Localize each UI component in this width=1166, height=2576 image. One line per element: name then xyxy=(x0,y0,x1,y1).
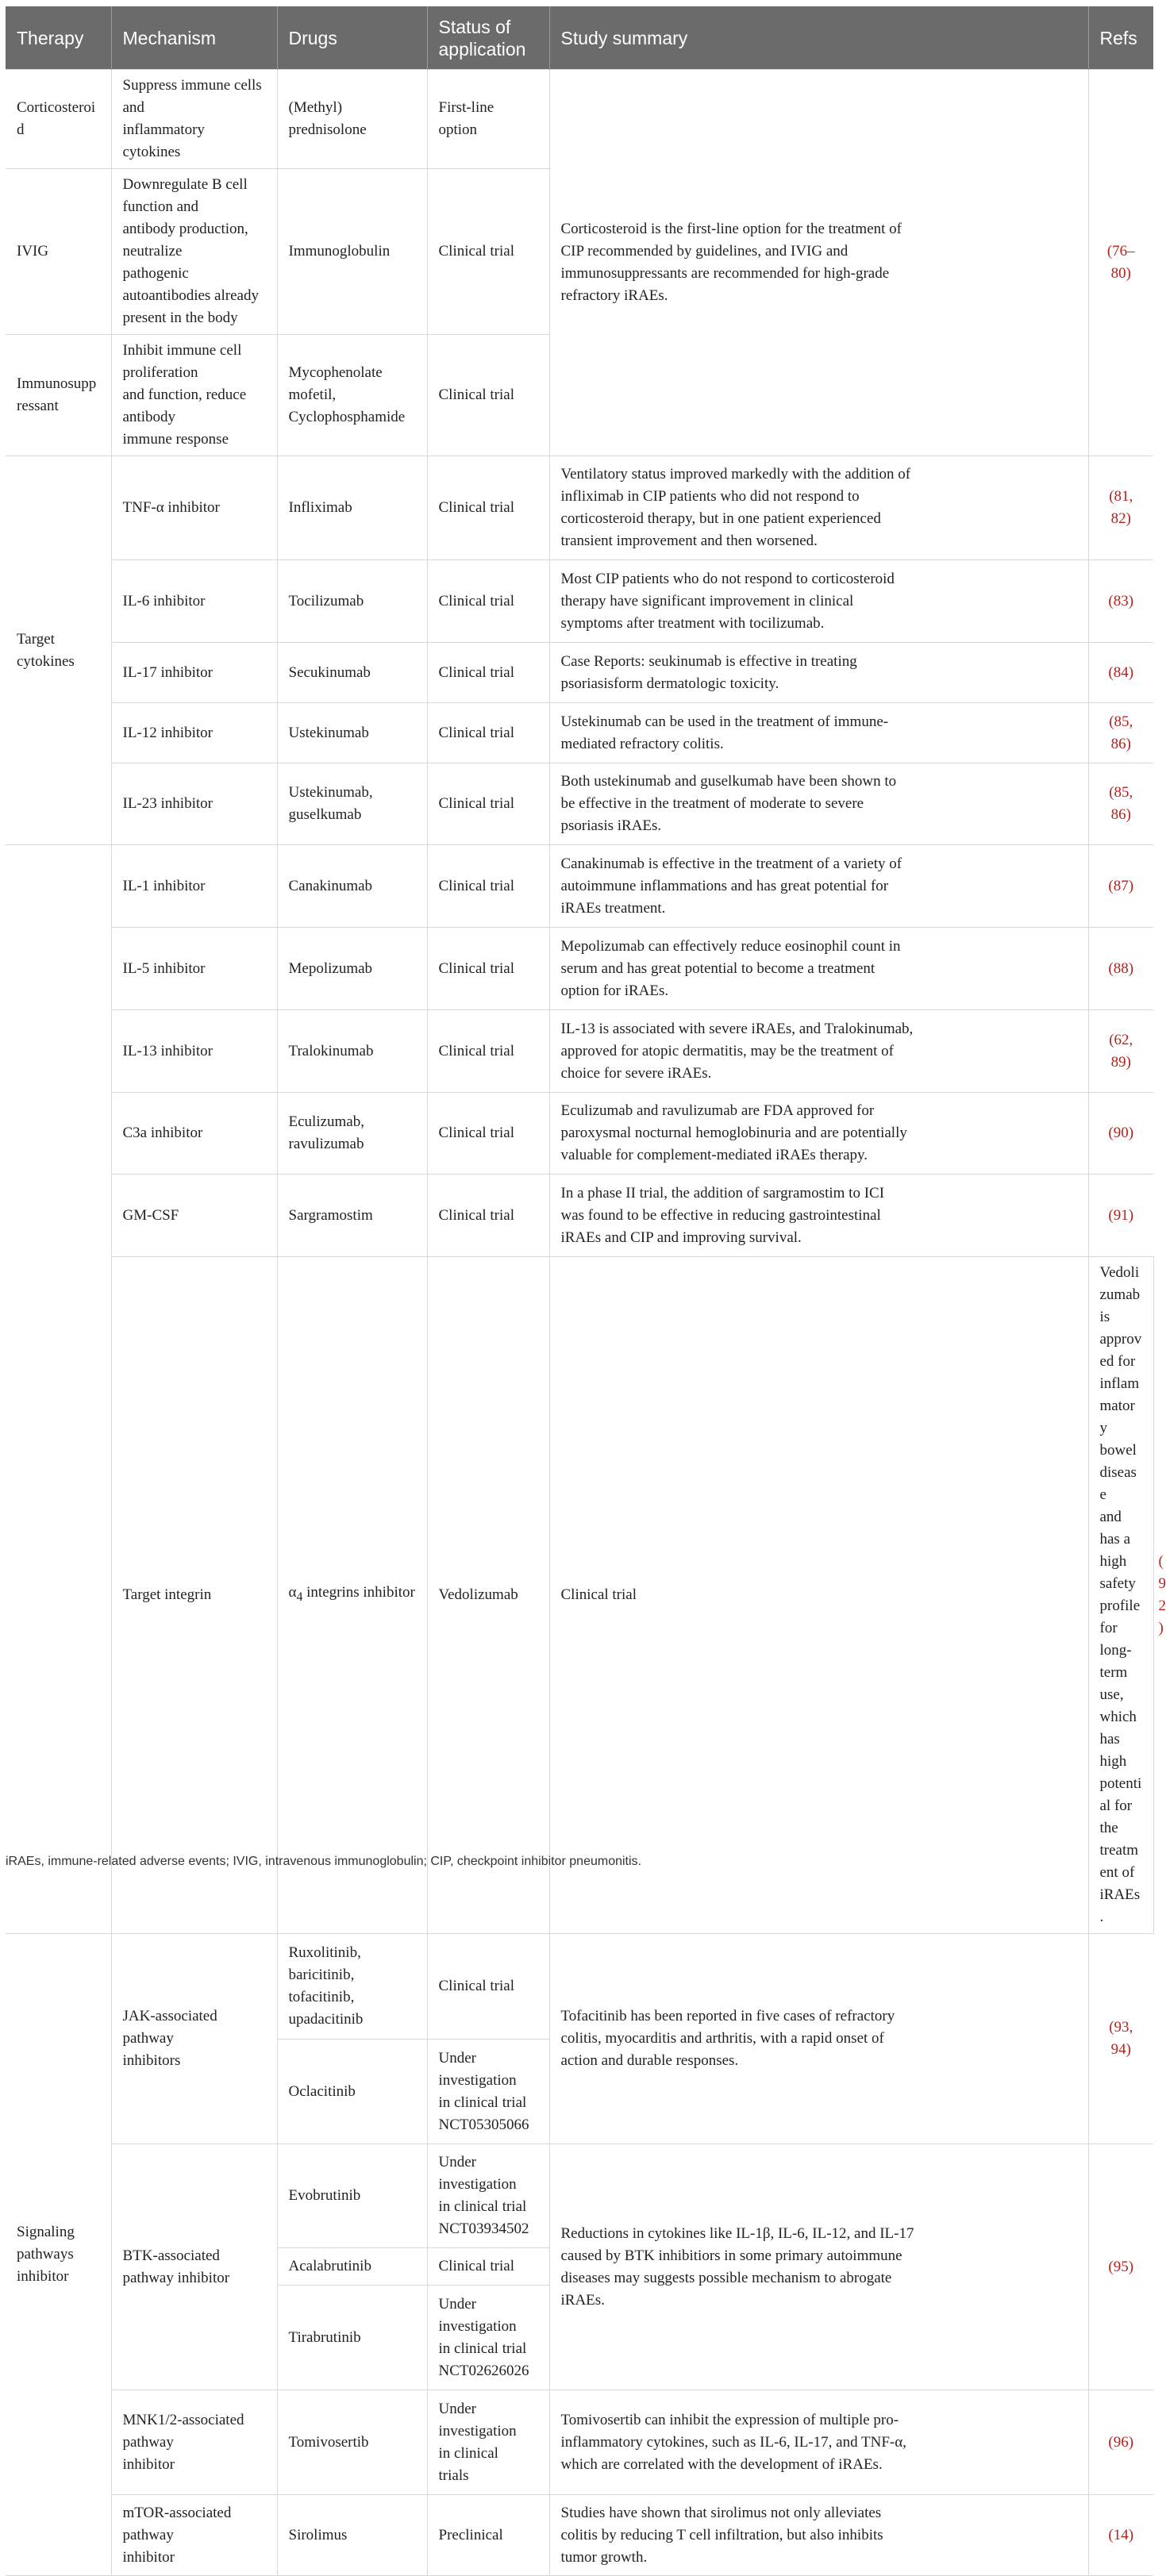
refs-cell: (14) xyxy=(1088,2495,1153,2576)
mechanism-cell: IL-12 inhibitor xyxy=(111,703,277,763)
status-cell: Clinical trial xyxy=(427,845,549,928)
status-cell: Preclinical xyxy=(427,2495,549,2576)
table-row xyxy=(6,456,1153,560)
summary-cell: Corticosteroid is the first-line option for the treatment of CIP recommended by guidelines, and IVIG and immunosuppressants are recommended for high-grade refractory iRAEs. xyxy=(549,70,1088,456)
therapy-cell: Corticosteroid xyxy=(6,70,111,169)
refs-cell: (96) xyxy=(1088,2390,1153,2495)
summary-cell: Most CIP patients who do not respond to corticosteroid therapy have significant improvement in clinical symptoms after treatment with tocilizumab. xyxy=(549,560,1088,643)
summary-cell: Ustekinumab can be used in the treatment of immune- mediated refractory colitis. xyxy=(549,703,1088,763)
status-cell: Clinical trial xyxy=(427,703,549,763)
summary-cell: Eculizumab and ravulizumab are FDA approved for paroxysmal nocturnal hemoglobinuria and are potentially valuable for complement-mediated iRAEs therapy. xyxy=(549,1093,1088,1175)
status-cell: Under investigation in clinical trial NCT02626026 xyxy=(427,2286,549,2390)
drugs-cell: Tocilizumab xyxy=(277,560,427,643)
mechanism-cell: BTK-associated pathway inhibitor xyxy=(111,2144,277,2390)
refs-cell: (85, 86) xyxy=(1088,703,1153,763)
table-row xyxy=(6,763,1153,845)
refs-cell: (85, 86) xyxy=(1088,763,1153,845)
drugs-cell: Eculizumab, ravulizumab xyxy=(277,1093,427,1175)
refs-cell: (90) xyxy=(1088,1093,1153,1175)
table-row xyxy=(6,1175,1153,1257)
table-footnote: iRAEs, immune-related adverse events; IVIG, intravenous immunoglobulin; CIP, checkpoint inhibitor pneumonitis. xyxy=(6,1855,641,1868)
drugs-cell: Secukinumab xyxy=(277,643,427,703)
summary-cell: Both ustekinumab and guselkumab have been shown to be effective in the treatment of moderate to severe psoriasis iRAEs. xyxy=(549,763,1088,845)
header-therapy: Therapy xyxy=(6,6,111,70)
table-row xyxy=(6,70,1153,169)
table-row xyxy=(6,2390,1153,2495)
table-row xyxy=(6,845,1153,928)
therapy-table xyxy=(6,6,1166,2576)
status-cell: Clinical trial xyxy=(549,1257,1088,1934)
status-cell: Clinical trial xyxy=(427,928,549,1010)
therapy-cell xyxy=(6,845,111,1934)
refs-cell: (62, 89) xyxy=(1088,1010,1153,1093)
status-cell: Clinical trial xyxy=(427,1093,549,1175)
drugs-cell: Mepolizumab xyxy=(277,928,427,1010)
summary-cell: Vedolizumab is approved for inflammatory bowel disease and has a high safety profile for long-term use, which has high potential for the treatment of iRAEs. xyxy=(1088,1257,1153,1934)
status-cell: Clinical trial xyxy=(427,1175,549,1257)
status-cell: First-line option xyxy=(427,70,549,169)
refs-cell: (87) xyxy=(1088,845,1153,928)
drugs-cell: Mycophenolate mofetil, Cyclophosphamide xyxy=(277,335,427,456)
drugs-cell: Acalabrutinib xyxy=(277,2248,427,2286)
mechanism-cell xyxy=(277,1257,427,1934)
drugs-cell: Canakinumab xyxy=(277,845,427,928)
therapy-cell: Target cytokines xyxy=(6,456,111,845)
table-row xyxy=(6,1010,1153,1093)
table-row xyxy=(6,2495,1153,2576)
mechanism-cell: IL-23 inhibitor xyxy=(111,763,277,845)
summary-cell: Mepolizumab can effectively reduce eosinophil count in serum and has great potential to become a treatment option for iRAEs. xyxy=(549,928,1088,1010)
mechanism-cell: TNF-α inhibitor xyxy=(111,456,277,560)
drugs-cell: Sargramostim xyxy=(277,1175,427,1257)
mechanism-cell: mTOR-associated pathway inhibitor xyxy=(111,2495,277,2576)
mechanism-cell: Inhibit immune cell proliferation and function, reduce antibody immune response xyxy=(111,335,277,456)
summary-cell: Tofacitinib has been reported in five cases of refractory colitis, myocarditis and arthritis, with a rapid onset of action and durable responses. xyxy=(549,1934,1088,2144)
refs-cell: (88) xyxy=(1088,928,1153,1010)
refs-cell: (83) xyxy=(1088,560,1153,643)
status-cell: Under investigation in clinical trial NCT03934502 xyxy=(427,2144,549,2248)
drugs-cell: Sirolimus xyxy=(277,2495,427,2576)
summary-cell: Reductions in cytokines like IL-1β, IL-6, IL-12, and IL-17 caused by BTK inhibitiors in some primary autoimmune diseases may suggests possible mechanism to abrogate iRAEs. xyxy=(549,2144,1088,2390)
status-cell: Under investigation in clinical trial NCT05305066 xyxy=(427,2040,549,2144)
mechanism-cell: C3a inhibitor xyxy=(111,1093,277,1175)
mechanism-cell: IL-13 inhibitor xyxy=(111,1010,277,1093)
drugs-cell: Vedolizumab xyxy=(427,1257,549,1934)
mechanism-cell: IL-6 inhibitor xyxy=(111,560,277,643)
table-row xyxy=(6,928,1153,1010)
summary-cell: Tomivosertib can inhibit the expression of multiple pro- inflammatory cytokines, such as IL-6, IL-17, and TNF-α, which are correlated with the development of iRAEs. xyxy=(549,2390,1088,2495)
refs-cell: (76– 80) xyxy=(1088,70,1153,456)
drugs-cell: Tirabrutinib xyxy=(277,2286,427,2390)
mechanism-cell: IL-17 inhibitor xyxy=(111,643,277,703)
mechanism-cell: GM-CSF xyxy=(111,1175,277,1257)
status-cell: Clinical trial xyxy=(427,560,549,643)
drugs-cell: Oclacitinib xyxy=(277,2040,427,2144)
table-row xyxy=(6,1093,1153,1175)
table-row xyxy=(6,1934,1153,2040)
table-row xyxy=(6,703,1153,763)
mechanism-cell: IL-5 inhibitor xyxy=(111,928,277,1010)
drugs-cell: Tralokinumab xyxy=(277,1010,427,1093)
mechanism-cell: MNK1/2-associated pathway inhibitor xyxy=(111,2390,277,2495)
mechanism-cell: Downregulate B cell function and antibody production, neutralize pathogenic autoantibodies already present in the body xyxy=(111,169,277,335)
mechanism-alpha: α xyxy=(288,1584,297,1601)
mechanism-cell: Suppress immune cells and inflammatory cytokines xyxy=(111,70,277,169)
mechanism-cell: IL-1 inhibitor xyxy=(111,845,277,928)
drugs-cell: Ustekinumab xyxy=(277,703,427,763)
mechanism-text: integrins inhibitor xyxy=(302,1584,415,1601)
status-cell: Clinical trial xyxy=(427,763,549,845)
header-row xyxy=(6,6,1153,70)
status-cell: Clinical trial xyxy=(427,169,549,335)
status-cell: Under investigation in clinical trials xyxy=(427,2390,549,2495)
drugs-cell: (Methyl) prednisolone xyxy=(277,70,427,169)
header-drugs: Drugs xyxy=(277,6,427,70)
table-row xyxy=(6,560,1153,643)
drugs-cell: Ustekinumab, guselkumab xyxy=(277,763,427,845)
refs-cell: (84) xyxy=(1088,643,1153,703)
status-cell: Clinical trial xyxy=(427,2248,549,2286)
mechanism-subscript: 4 xyxy=(296,1590,303,1604)
status-cell: Clinical trial xyxy=(427,1010,549,1093)
status-cell: Clinical trial xyxy=(427,335,549,456)
drugs-cell: Infliximab xyxy=(277,456,427,560)
refs-cell: (95) xyxy=(1088,2144,1153,2390)
mechanism-cell: JAK-associated pathway inhibitors xyxy=(111,1934,277,2144)
refs-cell: (81, 82) xyxy=(1088,456,1153,560)
summary-cell: In a phase II trial, the addition of sargramostim to ICI was found to be effective in reducing gastrointestinal iRAEs and CIP and improving survival. xyxy=(549,1175,1088,1257)
drugs-cell: Immunoglobulin xyxy=(277,169,427,335)
summary-cell: Case Reports: seukinumab is effective in treating psoriasisform dermatologic toxicity. xyxy=(549,643,1088,703)
header-status: Status of application xyxy=(427,6,549,70)
summary-cell: Canakinumab is effective in the treatment of a variety of autoimmune inflammations and has great potential for iRAEs treatment. xyxy=(549,845,1088,928)
therapy-cell: IVIG xyxy=(6,169,111,335)
table-row xyxy=(6,643,1153,703)
table-row: Target integrin $\alpha_4$ integrins inhibitor Vedolizumab Clinical trial Vedolizumab is approved for inflammatory bowel disease and has a high safety profile for long-term use, which has high potential for the treatment of iRAEs. (92) xyxy=(6,1257,1153,1934)
summary-cell: IL-13 is associated with severe iRAEs, and Tralokinumab, approved for atopic dermatitis, may be the treatment of choice for severe iRAEs. xyxy=(549,1010,1088,1093)
header-mechanism: Mechanism xyxy=(111,6,277,70)
header-refs: Refs xyxy=(1088,6,1153,70)
drugs-cell: Tomivosertib xyxy=(277,2390,427,2495)
status-cell: Clinical trial xyxy=(427,456,549,560)
summary-cell: Studies have shown that sirolimus not only alleviates colitis by reducing T cell infiltration, but also inhibits tumor growth. xyxy=(549,2495,1088,2576)
table-row xyxy=(6,2144,1153,2248)
refs-cell: (91) xyxy=(1088,1175,1153,1257)
therapy-cell: Target integrin xyxy=(111,1257,277,1934)
drugs-cell: Ruxolitinib, baricitinib, tofacitinib, upadacitinib xyxy=(277,1934,427,2040)
drugs-cell: Evobrutinib xyxy=(277,2144,427,2248)
summary-cell: Ventilatory status improved markedly with the addition of infliximab in CIP patients who did not respond to corticosteroid therapy, but in one patient experienced transient improvement and then worsened. xyxy=(549,456,1088,560)
therapy-cell: Immunosuppressant xyxy=(6,335,111,456)
therapy-cell: Signaling pathways inhibitor xyxy=(6,1934,111,2576)
status-cell: Clinical trial xyxy=(427,1934,549,2040)
refs-cell: (93, 94) xyxy=(1088,1934,1153,2144)
header-study-summary: Study summary xyxy=(549,6,1088,70)
status-cell: Clinical trial xyxy=(427,643,549,703)
